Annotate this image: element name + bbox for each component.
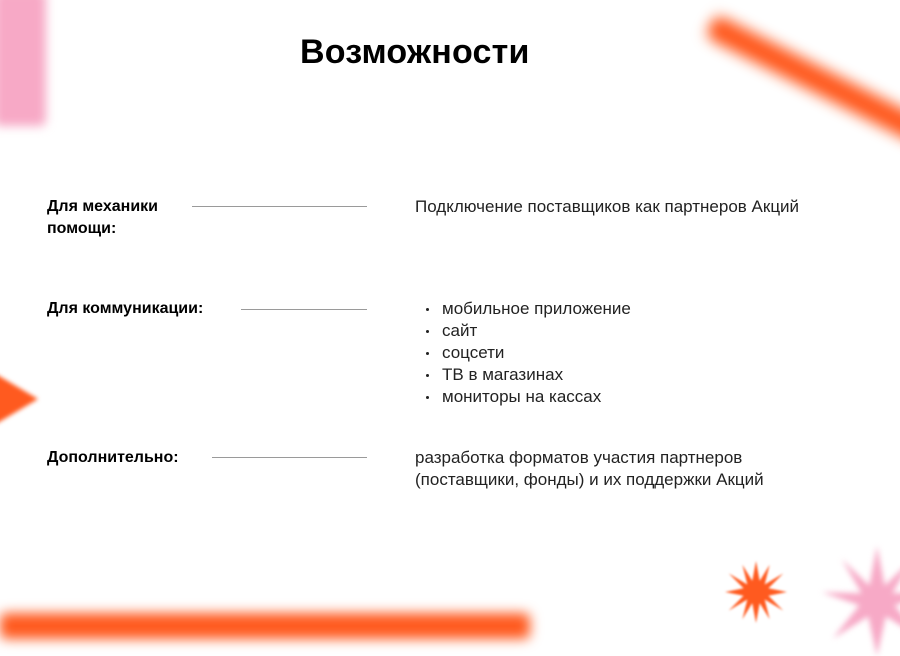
list-item: мобильное приложение — [424, 298, 631, 320]
row-label-line: Для механики — [47, 198, 159, 215]
decor-orange-diagonal-stroke — [704, 13, 900, 145]
orange-starburst-icon — [725, 561, 787, 623]
row-label-additional — [47, 447, 179, 469]
row-divider-line — [192, 206, 367, 207]
row-value-mechanics — [415, 196, 799, 218]
page-title: Возможности — [300, 33, 530, 71]
row-value-line: Подключение поставщиков как партнеров Акций — [415, 197, 800, 216]
pink-starburst-icon — [822, 546, 900, 656]
decor-pink-bar — [0, 0, 46, 126]
communication-channels-list — [424, 298, 631, 408]
row-label-mechanics — [47, 196, 158, 240]
decor-orange-bottom-bar — [0, 613, 530, 639]
decor-orange-triangle — [0, 373, 38, 425]
list-item: мониторы на кассах — [424, 386, 631, 408]
row-value-line: разработка форматов участия партнеров — [415, 448, 743, 467]
row-divider-line — [212, 457, 367, 458]
row-divider-line — [241, 309, 367, 310]
row-label-communication — [47, 298, 203, 320]
row-value-line: (поставщики, фонды) и их поддержки Акций — [415, 470, 764, 489]
row-value-additional — [415, 447, 764, 491]
row-label-line: Для коммуникации: — [47, 300, 204, 317]
row-label-line: Дополнительно: — [47, 449, 179, 466]
row-label-line: помощи: — [47, 220, 117, 237]
list-item: соцсети — [424, 342, 631, 364]
list-item: сайт — [424, 320, 631, 342]
list-item: ТВ в магазинах — [424, 364, 631, 386]
